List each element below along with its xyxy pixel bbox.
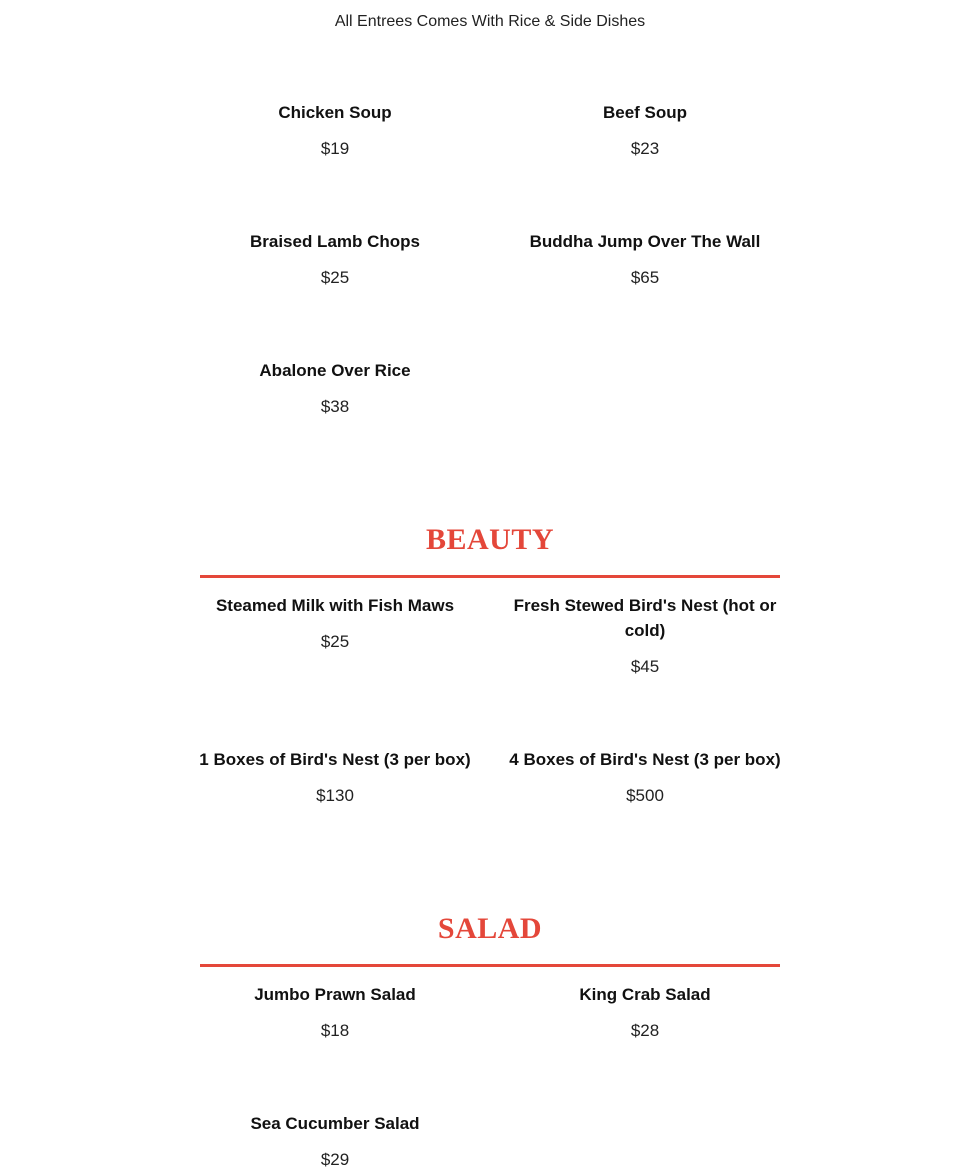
menu-item bbox=[190, 358, 480, 419]
item-name: Abalone Over Rice bbox=[259, 361, 411, 380]
menu-item bbox=[500, 229, 790, 290]
entrees-note: All Entrees Comes With Rice & Side Dishes bbox=[334, 13, 646, 30]
menu-item bbox=[190, 982, 480, 1043]
menu-item bbox=[500, 747, 790, 808]
section-divider bbox=[200, 964, 780, 967]
item-name: Jumbo Prawn Salad bbox=[254, 985, 416, 1004]
item-price: $25 bbox=[320, 632, 350, 651]
item-name: Buddha Jump Over The Wall bbox=[529, 232, 761, 251]
item-name: King Crab Salad bbox=[579, 985, 711, 1004]
item-price: $23 bbox=[630, 139, 660, 158]
menu-item bbox=[500, 100, 790, 161]
section-title-beauty: BEAUTY bbox=[425, 523, 555, 556]
item-name: Beef Soup bbox=[602, 103, 688, 122]
item-name: Steamed Milk with Fish Maws bbox=[215, 596, 455, 615]
item-name: 4 Boxes of Bird's Nest (3 per box) bbox=[509, 750, 781, 769]
menu-item bbox=[500, 593, 790, 679]
item-price: $130 bbox=[316, 786, 354, 805]
item-name: Braised Lamb Chops bbox=[249, 232, 421, 251]
item-name: Sea Cucumber Salad bbox=[250, 1114, 420, 1133]
menu-item bbox=[190, 1111, 480, 1172]
item-price: $19 bbox=[320, 139, 350, 158]
menu-item bbox=[190, 229, 480, 290]
item-price: $18 bbox=[320, 1021, 350, 1040]
item-price: $25 bbox=[320, 268, 350, 287]
item-name: 1 Boxes of Bird's Nest (3 per box) bbox=[199, 750, 471, 769]
section-divider bbox=[200, 575, 780, 578]
menu-item bbox=[190, 100, 480, 161]
item-name: Chicken Soup bbox=[278, 103, 392, 122]
item-price: $500 bbox=[626, 786, 664, 805]
menu-item bbox=[190, 593, 480, 654]
item-price: $45 bbox=[630, 657, 660, 676]
item-price: $29 bbox=[320, 1150, 350, 1169]
menu-item bbox=[190, 747, 480, 808]
menu-item bbox=[500, 982, 790, 1043]
section-title-salad: SALAD bbox=[437, 912, 543, 945]
item-price: $65 bbox=[630, 268, 660, 287]
item-price: $38 bbox=[320, 397, 350, 416]
item-name: Fresh Stewed Bird's Nest (hot or cold) bbox=[513, 596, 777, 640]
item-price: $28 bbox=[630, 1021, 660, 1040]
